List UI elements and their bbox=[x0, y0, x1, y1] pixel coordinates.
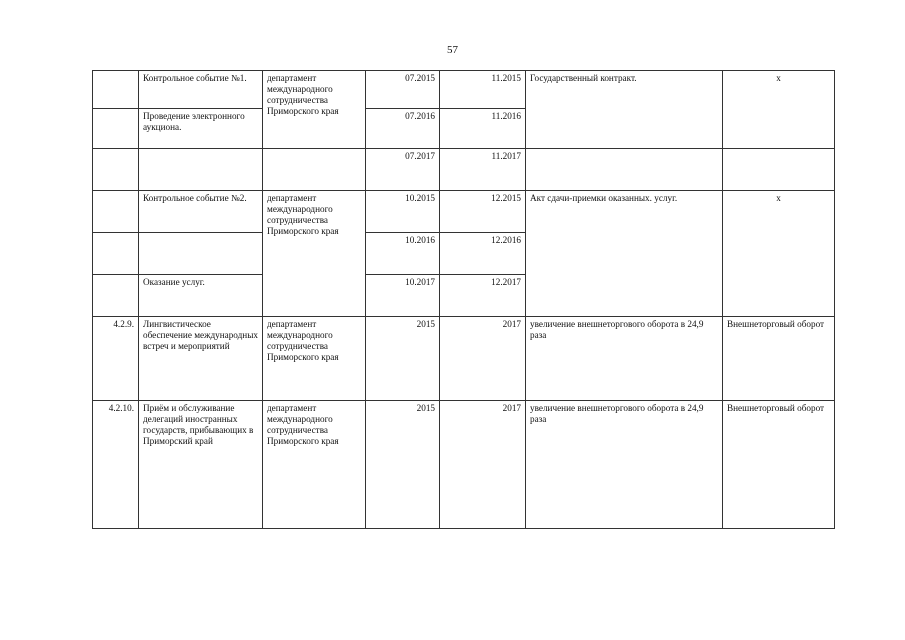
start-date: 07.2016 bbox=[366, 109, 440, 149]
end-date: 11.2016 bbox=[440, 109, 526, 149]
indicator-cell: х bbox=[723, 71, 835, 149]
start-date: 07.2017 bbox=[366, 149, 440, 191]
page-number: 57 bbox=[447, 44, 458, 56]
result-cell: Акт сдачи-приемки оказанных. услуг. bbox=[526, 191, 723, 317]
index-cell bbox=[93, 233, 139, 275]
end-date: 12.2016 bbox=[440, 233, 526, 275]
indicator-cell: х bbox=[723, 191, 835, 317]
index-cell bbox=[93, 275, 139, 317]
start-date: 2015 bbox=[366, 317, 440, 401]
result-cell: увеличение внешнеторгового оборота в 24,9 раза bbox=[526, 317, 723, 401]
table-row bbox=[93, 71, 835, 109]
event-title: Лингвистическое обеспечение международных встреч и мероприятий bbox=[139, 317, 263, 401]
event-title: Оказание услуг. bbox=[139, 275, 263, 317]
index-cell bbox=[93, 109, 139, 149]
end-date: 2017 bbox=[440, 401, 526, 529]
department-cell: департамент международного сотрудничества Приморского края bbox=[263, 401, 366, 529]
end-date: 11.2015 bbox=[440, 71, 526, 109]
start-date: 07.2015 bbox=[366, 71, 440, 109]
row-index: 4.2.9. bbox=[93, 317, 139, 401]
department-cell: департамент международного сотрудничества Приморского края bbox=[263, 191, 366, 317]
start-date: 10.2016 bbox=[366, 233, 440, 275]
result-cell bbox=[526, 149, 723, 191]
plan-table bbox=[92, 70, 835, 529]
result-cell: Государственный контракт. bbox=[526, 71, 723, 149]
department-cell: департамент международного сотрудничества Приморского края bbox=[263, 317, 366, 401]
table-row bbox=[93, 317, 835, 401]
index-cell bbox=[93, 149, 139, 191]
indicator-cell: Внешнеторговый оборот bbox=[723, 401, 835, 529]
department-cell bbox=[263, 149, 366, 191]
table-row bbox=[93, 191, 835, 233]
indicator-cell bbox=[723, 149, 835, 191]
row-index: 4.2.10. bbox=[93, 401, 139, 529]
event-title bbox=[139, 149, 263, 191]
end-date: 12.2015 bbox=[440, 191, 526, 233]
start-date: 10.2017 bbox=[366, 275, 440, 317]
department-cell: департамент международного сотрудничества Приморского края bbox=[263, 71, 366, 149]
result-cell: увеличение внешнеторгового оборота в 24,9 раза bbox=[526, 401, 723, 529]
table-row bbox=[93, 149, 835, 191]
event-title: Контрольное событие №2. bbox=[139, 191, 263, 233]
index-cell bbox=[93, 71, 139, 109]
end-date: 12.2017 bbox=[440, 275, 526, 317]
start-date: 2015 bbox=[366, 401, 440, 529]
event-title bbox=[139, 233, 263, 275]
event-title: Проведение электронного аукциона. bbox=[139, 109, 263, 149]
start-date: 10.2015 bbox=[366, 191, 440, 233]
end-date: 2017 bbox=[440, 317, 526, 401]
end-date: 11.2017 bbox=[440, 149, 526, 191]
event-title: Приём и обслуживание делегаций иностранных государств, прибывающих в Приморский край bbox=[139, 401, 263, 529]
event-title: Контрольное событие №1. bbox=[139, 71, 263, 109]
indicator-cell: Внешнеторговый оборот bbox=[723, 317, 835, 401]
table-row bbox=[93, 401, 835, 529]
index-cell bbox=[93, 191, 139, 233]
